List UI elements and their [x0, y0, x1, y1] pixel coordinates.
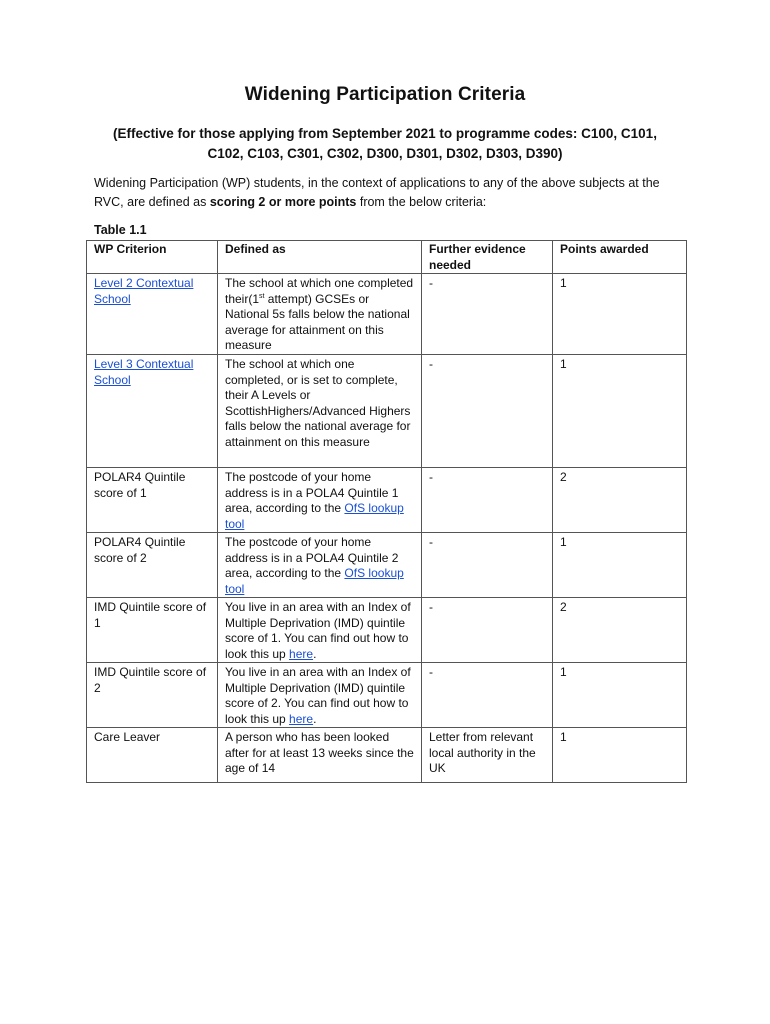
evidence-cell: - [422, 274, 553, 355]
definition-cell: The school at which one completed, or is set to complete, their A Levels or ScottishHighers/Advanced Highers falls below the national average for attainment on this measure [218, 355, 422, 468]
imd-here-link[interactable]: here [289, 646, 314, 661]
table-row [87, 355, 687, 468]
evidence-cell: - [422, 663, 553, 728]
definition-text: You live in an area with an Index of Multiple Deprivation (IMD) quintile score of 2. You can find out how to look this up [225, 665, 411, 726]
criterion-cell: Care Leaver [87, 728, 218, 783]
table-row [87, 663, 687, 728]
definition-cell [218, 663, 422, 728]
points-cell: 2 [553, 468, 687, 533]
definition-text: attempt) GCSEs or National 5s falls below the national average for attainment on this measure [225, 291, 410, 352]
intro-emphasis: scoring 2 or more points [209, 195, 357, 209]
definition-text: The postcode of your home address is in a POLA4 Quintile 2 area, according to the [225, 535, 399, 580]
table-row [87, 728, 687, 783]
table-row [87, 274, 687, 355]
criterion-cell: IMD Quintile score of 1 [87, 598, 218, 663]
page-subtitle: (Effective for those applying from September 2021 to programme codes: C100, C101, C102, C103, C301, C302, D300, D301, D302, D303, D390) [113, 126, 657, 161]
definition-text: The postcode of your home address is in a POLA4 Quintile 1 area, according to the [225, 470, 399, 515]
definition-cell: A person who has been looked after for at least 13 weeks since the age of 14 [218, 728, 422, 783]
criterion-cell: POLAR4 Quintile score of 1 [87, 468, 218, 533]
definition-text: You live in an area with an Index of Multiple Deprivation (IMD) quintile score of 1. You can find out how to look this up [225, 600, 411, 661]
evidence-cell: Letter from relevant local authority in the UK [422, 728, 553, 783]
definition-text: The school at which one completed their(1 [225, 276, 414, 306]
criteria-table [86, 240, 687, 783]
points-cell: 1 [553, 355, 687, 468]
ofs-lookup-tool-link[interactable]: OfS lookup tool [225, 566, 404, 596]
criterion-cell [87, 355, 218, 468]
points-cell: 2 [553, 598, 687, 663]
criterion-cell: POLAR4 Quintile score of 2 [87, 533, 218, 598]
table-header-row [87, 241, 687, 274]
points-cell: 1 [553, 274, 687, 355]
intro-text-start: Widening Participation (WP) students, in the context of applications to any of the above subjects at the RVC, are defined as [94, 176, 660, 209]
evidence-cell: - [422, 533, 553, 598]
criterion-cell: IMD Quintile score of 2 [87, 663, 218, 728]
definition-cell [218, 468, 422, 533]
ofs-lookup-tool-link[interactable]: OfS lookup tool [225, 501, 404, 531]
criterion-link-level3[interactable]: Level 3 Contextual School [94, 357, 194, 387]
superscript: st [259, 292, 265, 300]
points-cell: 1 [553, 663, 687, 728]
header-points-awarded: Points awarded [553, 241, 687, 274]
definition-text: . [313, 711, 317, 726]
intro-paragraph [94, 174, 684, 212]
header-further-evidence: Further evidence needed [422, 241, 553, 274]
imd-here-link[interactable]: here [289, 711, 314, 726]
definition-text: . [313, 646, 317, 661]
points-cell: 1 [553, 533, 687, 598]
header-defined-as: Defined as [218, 241, 422, 274]
criterion-cell [87, 274, 218, 355]
intro-text-end: from the below criteria: [356, 195, 487, 209]
criterion-link-level2[interactable]: Level 2 Contextual School [94, 276, 194, 306]
definition-cell [218, 533, 422, 598]
evidence-cell: - [422, 468, 553, 533]
page-title: Widening Participation Criteria [244, 84, 526, 105]
table-row [87, 468, 687, 533]
header-wp-criterion: WP Criterion [87, 241, 218, 274]
evidence-cell: - [422, 598, 553, 663]
definition-cell [218, 274, 422, 355]
table-caption: Table 1.1 [94, 223, 147, 237]
evidence-cell: - [422, 355, 553, 468]
points-cell: 1 [553, 728, 687, 783]
table-row [87, 533, 687, 598]
table-row [87, 598, 687, 663]
definition-cell [218, 598, 422, 663]
